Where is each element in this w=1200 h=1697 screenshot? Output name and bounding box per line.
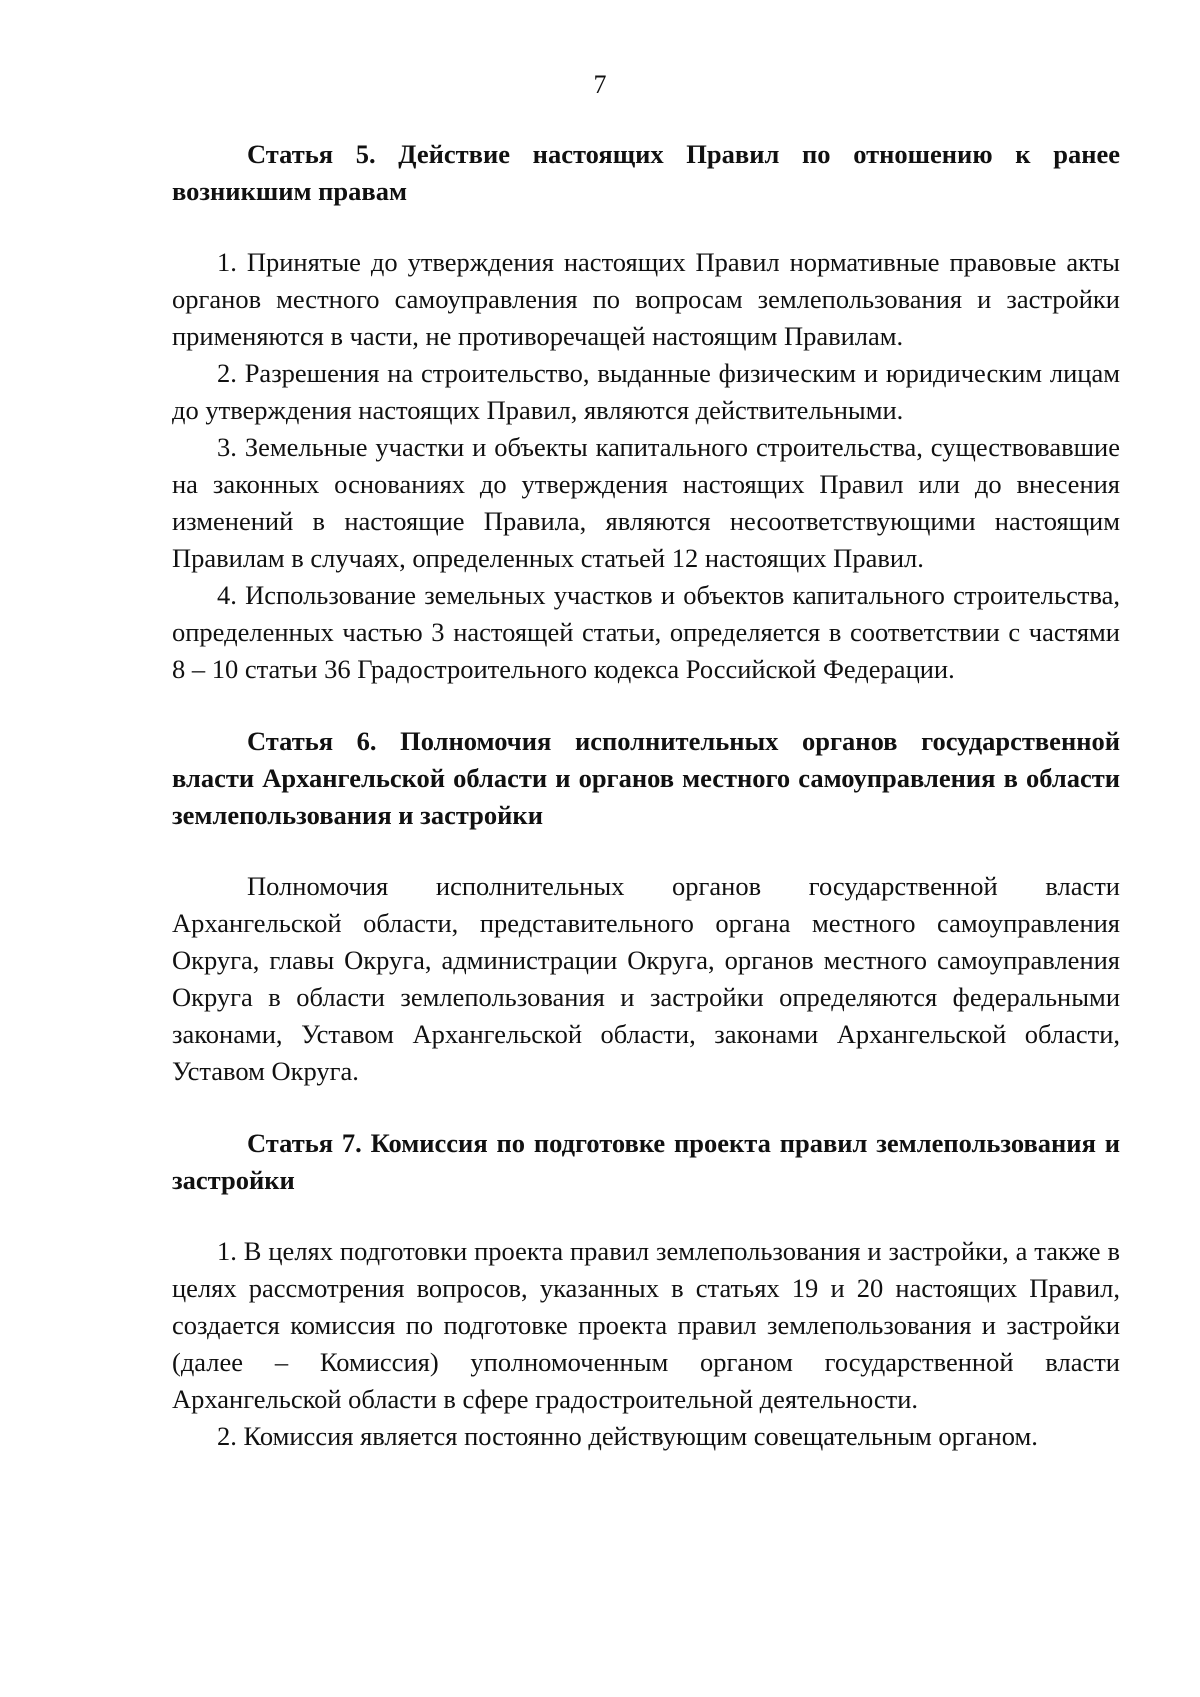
article-5-paragraph-2: 2. Разрешения на строительство, выданные физическим и юридическим лицам до утверждения настоящих Правил, являются действительными. (172, 358, 1120, 425)
article-7-heading: Статья 7. Комиссия по подготовке проекта правил землепользования и застройки (172, 1128, 1120, 1195)
article-7-paragraph-2: 2. Комиссия является постоянно действующим совещательным органом. (217, 1421, 1038, 1451)
article-6-heading: Статья 6. Полномочия исполнительных органов государственной власти Архангельской области и органов местного самоуправления в области землепользования и застройки (172, 726, 1120, 830)
article-5-section (172, 136, 1120, 688)
article-6-section (172, 723, 1120, 1090)
article-5-paragraph-1: 1. Принятые до утверждения настоящих Правил нормативные правовые акты органов местного самоуправления по вопросам землепользования и застройки применяются в части, не противоречащей настоящим Правилам. (172, 247, 1120, 351)
article-5-paragraph-3: 3. Земельные участки и объекты капитального строительства, существовавшие на законных основаниях до утверждения настоящих Правил или до внесения изменений в настоящие Правила, являются несоответствующими настоящим Правилам в случаях, определенных статьей 12 настоящих Правил. (172, 432, 1120, 573)
article-5-paragraph-4: 4. Использование земельных участков и объектов капитального строительства, определенных частью 3 настоящей статьи, определяется в соответствии с частями 8 – 10 статьи 36 Градостроительного кодекса Российской Федерации. (172, 580, 1120, 684)
article-7-section (172, 1125, 1120, 1455)
page-number: 7 (593, 70, 607, 99)
article-5-heading: Статья 5. Действие настоящих Правил по отношению к ранее возникшим правам (172, 139, 1120, 206)
article-7-paragraph-1: 1. В целях подготовки проекта правил землепользования и застройки, а также в целях рассмотрения вопросов, указанных в статьях 19 и 20 настоящих Правил, создается комиссия по подготовке проекта правил землепользования и застройки (далее – Комиссия) уполномоченным органом государственной власти Архангельской области в сфере градостроительной деятельности. (172, 1236, 1120, 1414)
article-6-paragraph-1: Полномочия исполнительных органов государственной власти Архангельской области, представительного органа местного самоуправления Округа, главы Округа, администрации Округа, органов местного самоуправления Округа в области землепользования и застройки определяются федеральными законами, Уставом Архангельской области, законами Архангельской области, Уставом Округа. (172, 871, 1120, 1086)
document-body (172, 136, 1120, 1455)
